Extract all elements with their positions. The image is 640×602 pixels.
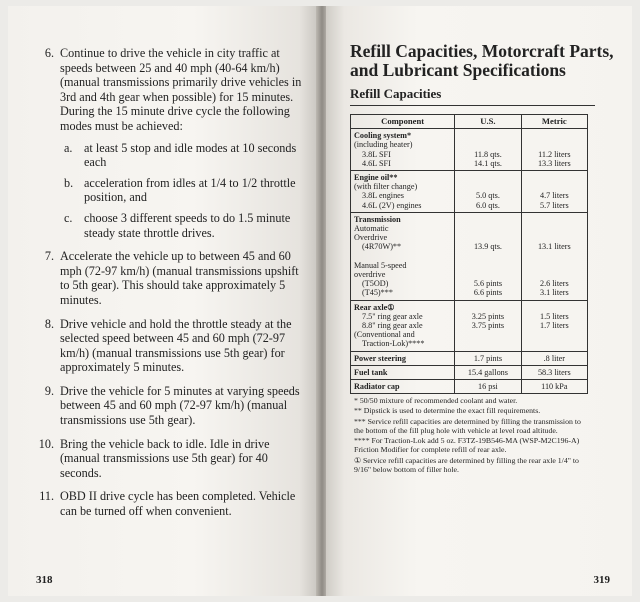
capacity-value: 3.75 pints [471, 321, 505, 331]
list-item [60, 141, 304, 170]
substep-letter: c. [64, 210, 73, 225]
component-name: Rear axle① [354, 302, 395, 312]
capacity-value: 13.1 liters [537, 242, 571, 252]
capacity-value [525, 215, 584, 224]
capacity-value [525, 224, 584, 233]
capacity-value: 110 kPa [541, 382, 568, 392]
us-cell [455, 129, 521, 171]
capacity-value [458, 303, 517, 312]
capacity-value [458, 224, 517, 233]
us-cell [455, 365, 521, 379]
table-row [351, 212, 588, 300]
capacity-value [458, 233, 517, 242]
capacity-value: 5.6 pints [473, 279, 503, 289]
capacity-value: 3.1 liters [539, 288, 569, 298]
metric-cell [521, 380, 587, 394]
component-detail: (4R70W)** [362, 242, 402, 252]
substep-letter: a. [64, 140, 73, 155]
component-cell [351, 380, 455, 394]
metric-cell [521, 212, 587, 300]
list-item [36, 249, 304, 307]
page-title-line-1: Refill Capacities, Motorcraft Parts, [350, 41, 614, 61]
capacity-value [458, 330, 517, 339]
component-detail: 3.8L engines [362, 191, 404, 201]
component-name: Fuel tank [354, 367, 388, 377]
list-item [60, 176, 304, 205]
capacity-value [525, 303, 584, 312]
capacity-value [525, 173, 584, 182]
capacity-value: 13.9 qts. [473, 242, 502, 252]
capacity-value: 11.2 liters [538, 149, 571, 159]
component-cell [351, 212, 455, 300]
component-detail: (Conventional and [354, 330, 415, 340]
capacity-value [525, 261, 584, 270]
component-detail: (T45)*** [362, 288, 393, 298]
component-cell [351, 129, 455, 171]
step-number: 10. [38, 436, 54, 451]
component-detail: (including heater) [354, 140, 413, 150]
capacity-value [458, 261, 517, 270]
component-detail: (T5OD) [362, 279, 389, 289]
capacity-value: 14.1 qts. [473, 158, 502, 168]
component-detail: 4.6L (2V) engines [362, 200, 422, 210]
capacity-value [458, 270, 517, 279]
component-cell [351, 300, 455, 351]
component-name: Engine oil** [354, 173, 398, 183]
capacity-value: 16 psi [478, 382, 498, 392]
component-name: Transmission [354, 214, 401, 224]
step-text: Accelerate the vehicle up to between 45 and 60 mph (72-97 km/h) (manual transmissions upshift to 5th gear). This should take approximately 5 minutes. [60, 249, 299, 307]
component-name: Power steering [354, 353, 406, 363]
capacity-value [525, 330, 584, 339]
page-number-right: 319 [593, 574, 610, 586]
table-header-row [351, 115, 588, 129]
metric-cell [521, 171, 587, 213]
list-item [36, 46, 304, 240]
step-number: 9. [44, 383, 54, 398]
capacity-value [525, 182, 584, 191]
capacity-value [525, 252, 584, 261]
substep-letter: b. [64, 175, 74, 190]
component-cell [351, 171, 455, 213]
component-detail: Traction-Lok)**** [362, 339, 425, 349]
capacity-value [458, 182, 517, 191]
metric-cell [521, 129, 587, 171]
header-component: Component [351, 115, 455, 129]
right-page [326, 6, 632, 596]
capacity-value [525, 233, 584, 242]
header-metric: Metric [521, 115, 587, 129]
capacity-value: 5.0 qts. [476, 191, 500, 201]
footnote: ** Dipstick is used to determine the exact fill requirements. [354, 406, 541, 416]
capacity-value: 5.7 liters [539, 200, 569, 210]
capacity-value [458, 252, 517, 261]
substep-text: acceleration from idles at 1/4 to 1/2 throttle position, and [84, 175, 296, 205]
capacity-value: 6.0 qts. [476, 200, 500, 210]
component-detail: Overdrive [354, 233, 388, 243]
capacity-value: 15.4 gallons [467, 367, 508, 377]
left-page [8, 6, 318, 596]
component-detail: 7.5" ring gear axle [362, 311, 423, 321]
table-row [351, 380, 588, 394]
component-detail: overdrive [354, 269, 386, 279]
capacity-value [458, 215, 517, 224]
step-text: Drive vehicle and hold the throttle steady at the selected speed between 45 and 60 mph (72-97 km/h) (manual transmissions use 5th gear) for approximately 5 minutes. [60, 316, 292, 375]
component-detail [354, 252, 451, 261]
open-book [8, 6, 632, 596]
page-title [350, 42, 614, 80]
component-detail: (with filter change) [354, 182, 418, 192]
table-row [351, 351, 588, 365]
list-item [60, 211, 304, 240]
capacity-value: .8 liter [543, 353, 565, 363]
step-number: 11. [39, 489, 54, 504]
capacity-value [525, 339, 584, 348]
section-subtitle: Refill Capacities [350, 86, 595, 106]
substep-text: at least 5 stop and idle modes at 10 seconds each [84, 140, 297, 170]
metric-cell [521, 351, 587, 365]
step-number: 6. [44, 46, 54, 60]
component-detail: Automatic [354, 224, 389, 234]
step-text: Continue to drive the vehicle in city traffic at speeds between 25 and 40 mph (40-64 km/h) (manual transmissions primarily drive vehicles in 3rd and 4th gear when possible) for 15 minutes. During the 15 minute drive cycle the following modes must be achieved: [60, 46, 302, 133]
footnote: *** Service refill capacities are determined by filling the transmission to the bottom of the fill plug hole with vehicle at level road altitude. [354, 416, 581, 435]
capacity-value: 3.25 pints [471, 311, 505, 321]
us-cell [455, 171, 521, 213]
component-cell [351, 351, 455, 365]
list-item [36, 437, 304, 481]
substep-list [60, 141, 304, 241]
substep-text: choose 3 different speeds to do 1.5 minute steady state throttle drives. [84, 210, 291, 240]
capacity-value [525, 270, 584, 279]
table-row [351, 171, 588, 213]
capacity-value: 13.3 liters [537, 158, 571, 168]
capacity-value [458, 140, 517, 149]
step-number: 7. [44, 249, 54, 264]
footnote: * 50/50 mixture of recommended coolant and water. [354, 396, 518, 406]
us-cell [455, 212, 521, 300]
header-us: U.S. [455, 115, 521, 129]
metric-cell [521, 365, 587, 379]
table-footnotes [350, 396, 588, 474]
us-cell [455, 351, 521, 365]
capacity-value: 11.8 qts. [474, 149, 502, 159]
capacity-value [458, 339, 517, 348]
capacity-value: 1.7 liters [539, 321, 569, 331]
capacity-value: 1.5 liters [539, 311, 569, 321]
list-item [36, 489, 304, 518]
component-name: Cooling system* [354, 131, 412, 141]
us-cell [455, 300, 521, 351]
capacity-value [458, 173, 517, 182]
component-detail: 8.8" ring gear axle [362, 321, 423, 331]
metric-cell [521, 300, 587, 351]
refill-capacities-table [350, 114, 588, 394]
page-number-left: 318 [36, 574, 53, 586]
step-text: Drive the vehicle for 5 minutes at varying speeds between 45 and 60 mph (72-97 km/h) (manual transmissions use 5th gear). [60, 383, 300, 428]
capacity-value: 58.3 liters [537, 367, 571, 377]
capacity-value [458, 131, 517, 140]
table-row [351, 365, 588, 379]
us-cell [455, 380, 521, 394]
capacity-value: 1.7 pints [473, 353, 503, 363]
component-detail: 4.6L SFI [362, 158, 391, 168]
component-cell [351, 365, 455, 379]
list-item [36, 317, 304, 375]
table-row [351, 129, 588, 171]
footnote: ① Service refill capacities are determined by filling the rear axle 1/4" to 9/16" below bottom of filler hole. [354, 455, 579, 474]
footnote: **** For Traction-Lok add 5 oz. F3TZ-19B546-MA (WSP-M2C196-A) Friction Modifier for complete refill of rear axle. [354, 436, 580, 455]
capacity-value [525, 140, 584, 149]
component-detail: 3.8L SFI [362, 149, 391, 159]
component-name: Radiator cap [354, 382, 400, 392]
capacity-value [525, 131, 584, 140]
capacity-value: 4.7 liters [539, 191, 569, 201]
step-text: Bring the vehicle back to idle. Idle in drive (manual transmissions use 5th gear) for 40 seconds. [60, 436, 270, 480]
page-title-line-2: and Lubricant Specifications [350, 60, 566, 80]
drive-cycle-steps [36, 46, 304, 519]
component-detail: Manual 5-speed [354, 260, 407, 270]
capacity-value: 2.6 liters [539, 279, 569, 289]
list-item [36, 384, 304, 428]
capacity-value: 6.6 pints [473, 288, 503, 298]
table-row [351, 300, 588, 351]
step-text: OBD II drive cycle has been completed. Vehicle can be turned off when convenient. [60, 489, 296, 519]
step-number: 8. [44, 316, 54, 331]
